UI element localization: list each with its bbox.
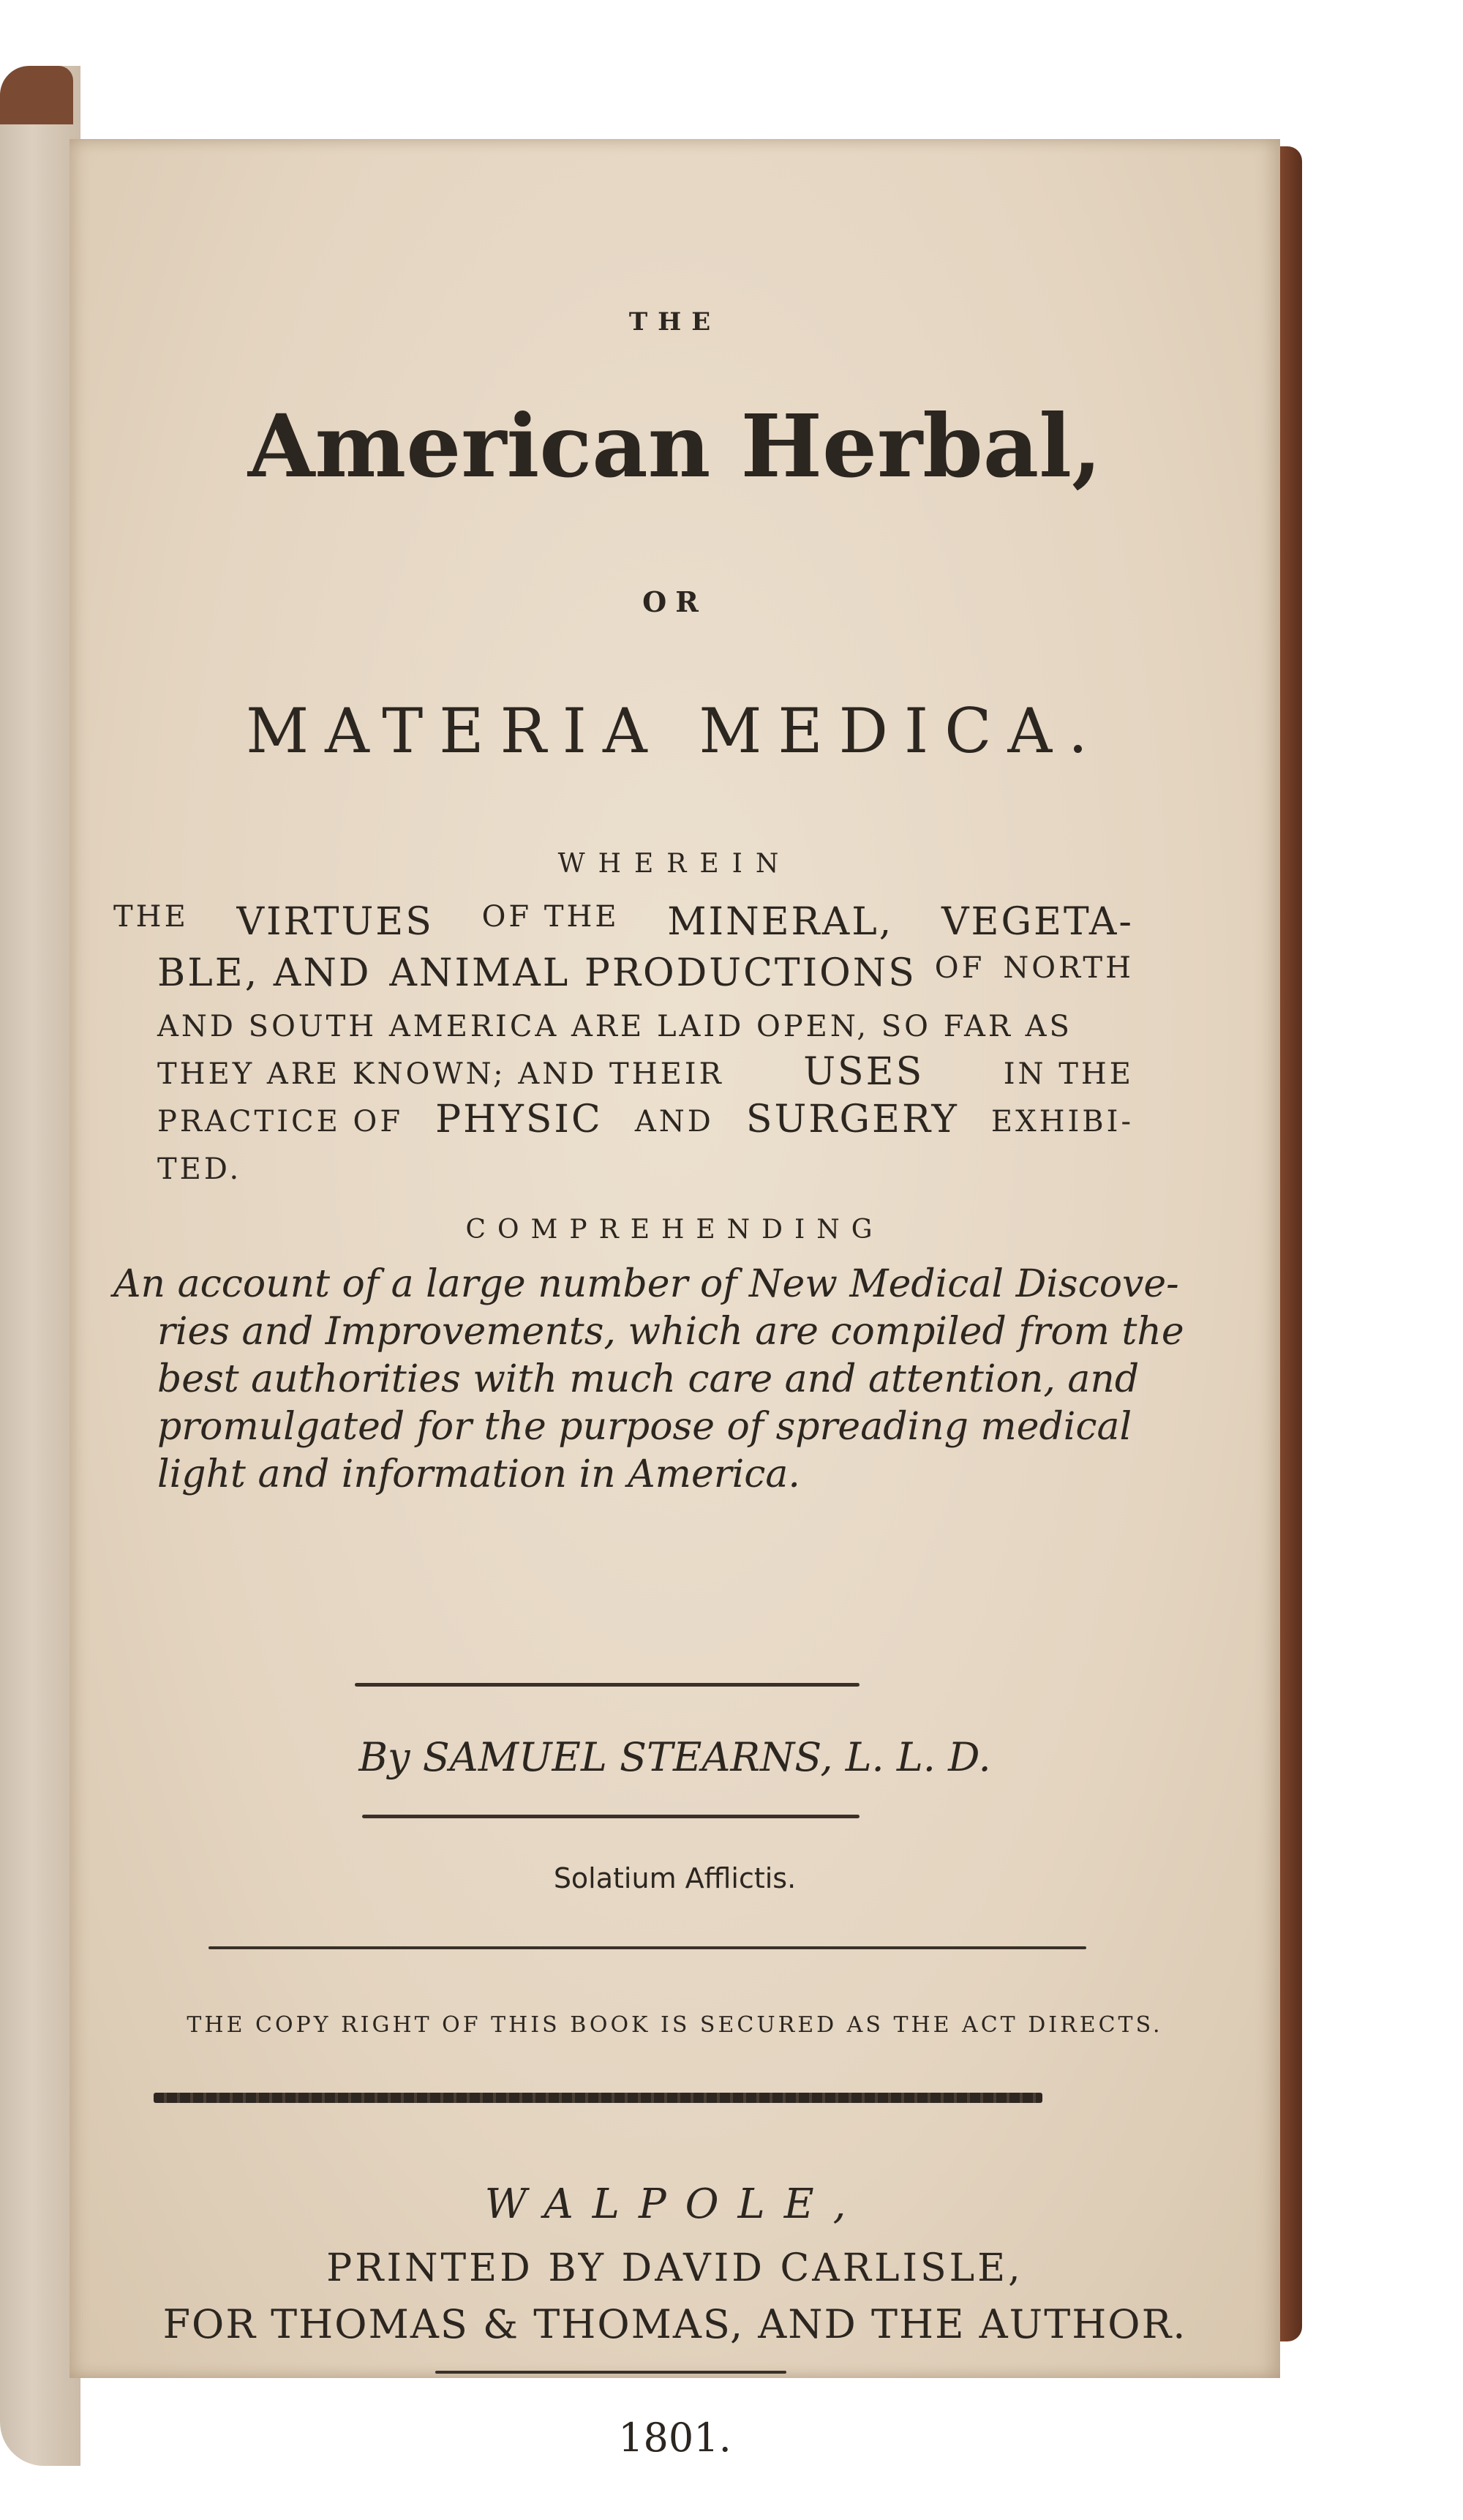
imprint-printer: PRINTED BY DAVID CARLISLE, — [326, 2246, 1023, 2290]
comprehending-line-3: best authorities with much care and attention, and — [157, 1357, 1140, 1401]
title-or: OR — [642, 585, 707, 618]
rule-above-copyright — [208, 1946, 1086, 1949]
copyright-notice: THE COPY RIGHT OF THIS BOOK IS SECURED AS THE ACT DIRECTS. — [187, 2012, 1163, 2038]
comprehending-line-2: ries and Improvements, which are compiled from the — [157, 1310, 1184, 1354]
wherein-line-2: BLE, AND ANIMAL PRODUCTIONS OF NORTH — [157, 951, 1134, 995]
comprehending-heading: COMPREHENDING — [465, 1215, 884, 1245]
wherein-line-6: TED. — [157, 1152, 242, 1186]
wherein-line-4: THEY ARE KNOWN; AND THEIR USES IN THE — [157, 1050, 1134, 1094]
spine-leather-cap — [0, 66, 73, 124]
author-line: By SAMUEL STEARNS, L. L. D. — [358, 1734, 991, 1780]
imprint-publisher: FOR THOMAS & THOMAS, AND THE AUTHOR. — [162, 2301, 1187, 2347]
wherein-line-3: AND SOUTH AMERICA ARE LAID OPEN, SO FAR AS — [157, 1010, 1072, 1043]
wherein-line-1: THE VIRTUES OF THE MINERAL, VEGETA- — [113, 900, 1134, 944]
rule-above-year — [435, 2371, 786, 2374]
rule-below-author — [362, 1815, 860, 1818]
title-page — [69, 139, 1280, 2461]
comprehending-line-5: light and information in America. — [157, 1452, 800, 1496]
comprehending-line-1: An account of a large number of New Medical Discove- — [113, 1262, 1179, 1306]
book-page-edge — [0, 66, 80, 2466]
imprint-place: WALPOLE, — [484, 2180, 865, 2228]
wherein-line-5: PRACTICE OF PHYSIC AND SURGERY EXHIBI- — [157, 1098, 1134, 1141]
rule-above-author — [355, 1683, 860, 1687]
ornamental-rule — [154, 2093, 1042, 2103]
motto: Solatium Afflictis. — [553, 1862, 797, 1894]
imprint-year: 1801. — [618, 2415, 732, 2461]
wherein-heading: WHEREIN — [557, 849, 792, 879]
title-article: THE — [628, 307, 721, 337]
comprehending-line-4: promulgated for the purpose of spreading medical — [157, 1405, 1132, 1449]
book-title: American Herbal, — [247, 395, 1102, 497]
book-subtitle: MATERIA MEDICA. — [246, 695, 1104, 767]
